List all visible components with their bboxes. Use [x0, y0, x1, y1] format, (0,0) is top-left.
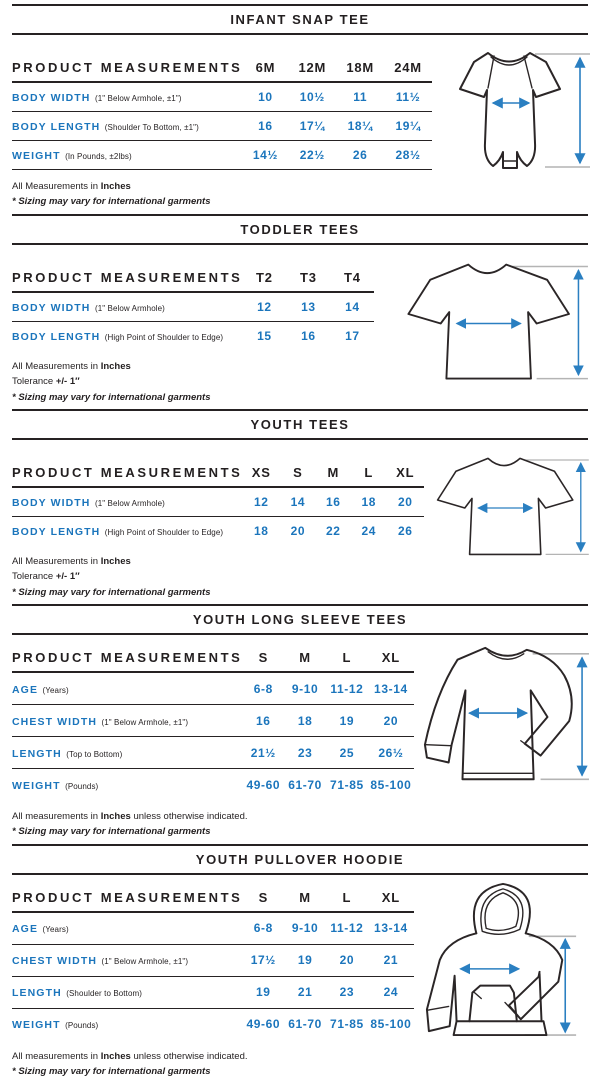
- note-measurements: All measurements in Inches unless otherwise indicated.: [12, 1050, 248, 1062]
- row-note: (Top to Bottom): [66, 749, 123, 759]
- measurement-value: 18¼: [347, 119, 373, 133]
- table-row-weight: [12, 1008, 414, 1040]
- left-cuff-line: [427, 1006, 449, 1010]
- row-label: WEIGHT: [12, 150, 61, 162]
- measurement-value: 85-100: [370, 1017, 412, 1032]
- row-note: (High Point of Shoulder to Edge): [104, 332, 224, 342]
- row-note: (In Pounds, ±2lbs): [65, 152, 132, 161]
- measurement-value: 20: [339, 953, 355, 968]
- section-title-band: [12, 214, 588, 245]
- row-note: (Shoulder To Bottom, ±1"): [104, 123, 199, 132]
- row-note: (1" Below Armhole, ±1"): [101, 717, 189, 727]
- measurement-value: 10½: [299, 90, 325, 104]
- measurement-value: 24: [361, 523, 377, 538]
- section-title: YOUTH LONG SLEEVE TEES: [192, 612, 408, 627]
- measurement-value: 11-12: [330, 681, 364, 696]
- measurement-value: 11-12: [330, 921, 364, 936]
- measurement-value: 13-14: [374, 681, 408, 696]
- pocket-hand-opening: [473, 991, 481, 998]
- row-label: LENGTH: [12, 987, 62, 1000]
- onesie-illustration: [432, 35, 592, 188]
- measurement-value: 26: [352, 148, 368, 162]
- note-sizing: * Sizing may vary for international garments: [12, 586, 211, 598]
- row-note: (Years): [42, 925, 69, 935]
- body-right-edge: [540, 974, 542, 1021]
- measurement-value: 22: [326, 523, 341, 538]
- table-header-row: [12, 57, 432, 82]
- measurement-value: 13: [301, 299, 316, 314]
- tee-illustration: [392, 245, 592, 395]
- measurement-value: 12: [253, 494, 269, 509]
- note-measurements: All Measurements in Inches: [12, 181, 131, 192]
- table-row-length: [12, 976, 414, 1008]
- row-label: AGE: [12, 683, 39, 696]
- measurement-value: 23: [297, 745, 313, 760]
- measurement-value: 17½: [250, 953, 276, 968]
- table-row-chest-width: [12, 705, 414, 737]
- size-column-header: L: [342, 650, 352, 665]
- size-column-header: 12M: [298, 60, 327, 75]
- table-header-label: PRODUCT MEASUREMENTS: [12, 650, 243, 665]
- measurement-value: 17¼: [299, 119, 325, 133]
- size-column-header: T2: [256, 269, 273, 285]
- section-title: TODDLER TEES: [240, 221, 360, 237]
- size-column-header: T4: [344, 269, 361, 285]
- measurement-value: 20: [397, 494, 413, 509]
- size-column-header: L: [364, 464, 374, 480]
- table-header-row: [12, 647, 414, 672]
- note-measurements: All measurements in Inches unless otherwise indicated.: [12, 811, 248, 822]
- row-note: (Years): [42, 685, 69, 695]
- row-label: BODY WIDTH: [12, 301, 91, 314]
- note-measurements: All Measurements in Inches: [12, 555, 131, 567]
- hood-opening-inner: [485, 893, 518, 931]
- measurements-table: [12, 887, 414, 1040]
- measurements-table: [12, 647, 414, 800]
- table-row-body-width: [12, 292, 374, 322]
- measurement-value: 16: [326, 494, 341, 509]
- measurements-table: [12, 267, 374, 350]
- section-youth-tees: [0, 409, 600, 600]
- size-column-header: XL: [381, 650, 400, 665]
- size-column-header: 6M: [255, 60, 276, 75]
- size-column-header: S: [258, 889, 269, 905]
- table-row-body-length: [12, 112, 432, 141]
- row-note: (1" Below Armhole, ±1"): [94, 94, 182, 103]
- table-header-label: PRODUCT MEASUREMENTS: [12, 60, 243, 75]
- row-label: WEIGHT: [12, 779, 61, 792]
- onesie-outline: [460, 53, 560, 168]
- row-label: BODY LENGTH: [12, 525, 101, 538]
- measurement-value: 26½: [378, 745, 404, 760]
- hood-opening: [481, 889, 523, 935]
- measurement-value: 16: [256, 713, 271, 728]
- row-label: BODY WIDTH: [12, 496, 91, 509]
- size-column-header: T3: [300, 269, 317, 285]
- row-label: BODY LENGTH: [12, 330, 101, 343]
- tee-outline: [438, 458, 573, 554]
- row-label: WEIGHT: [12, 1019, 61, 1032]
- table-row-body-width: [12, 82, 432, 112]
- table-header-row: [12, 267, 374, 292]
- measurement-value: 14½: [252, 148, 278, 162]
- measurement-value: 20: [290, 523, 306, 538]
- measurement-value: 6-8: [253, 681, 273, 696]
- measurement-value: 14: [345, 299, 360, 314]
- measurement-value: 9-10: [291, 921, 319, 936]
- measurement-value: 49-60: [246, 1017, 281, 1032]
- measurement-value: 22½: [299, 148, 325, 162]
- long-sleeve-tee-illustration: [414, 635, 592, 809]
- measurement-value: 14: [290, 494, 306, 509]
- measurement-value: 21: [297, 985, 313, 1000]
- row-label: AGE: [12, 923, 39, 936]
- measurement-value: 25: [339, 745, 355, 760]
- row-note: (Shoulder to Bottom): [66, 989, 143, 999]
- note-sizing: * Sizing may vary for international garments: [12, 1066, 211, 1078]
- row-label: CHEST WIDTH: [12, 715, 98, 728]
- table-header-row: [12, 887, 414, 912]
- row-note: (1" Below Armhole): [94, 303, 165, 313]
- measurement-value: 10: [258, 90, 273, 104]
- section-youth-pullover-hoodie: [0, 844, 600, 1080]
- measurement-value: 21: [383, 953, 399, 968]
- note-tolerance: Tolerance +/- 1″: [12, 571, 80, 583]
- size-column-header: 18M: [346, 60, 375, 75]
- row-label: BODY LENGTH: [12, 121, 101, 133]
- row-note: (High Point of Shoulder to Edge): [104, 527, 224, 537]
- table-row-chest-width: [12, 944, 414, 976]
- measurement-value: 19¼: [395, 119, 421, 133]
- measurement-value: 71-85: [330, 777, 364, 792]
- table-header-row: [12, 462, 424, 487]
- note-sizing: * Sizing may vary for international garments: [12, 391, 211, 403]
- table-row-weight: [12, 141, 432, 170]
- measurement-value: 11: [353, 90, 368, 104]
- section-title-band: [12, 844, 588, 875]
- measurement-value: 19: [256, 985, 271, 1000]
- measurement-value: 11½: [395, 90, 421, 104]
- section-title: INFANT SNAP TEE: [230, 12, 370, 27]
- size-column-header: M: [299, 889, 311, 905]
- row-note: (1" Below Armhole, ±1"): [101, 957, 189, 967]
- measurement-value: 19: [297, 953, 313, 968]
- measurement-value: 18: [253, 523, 269, 538]
- measurements-table: [12, 462, 424, 545]
- section-toddler-tees: [0, 214, 600, 405]
- table-row-age: [12, 912, 414, 945]
- measurement-value: 15: [257, 328, 272, 343]
- tee-outline: [408, 264, 569, 378]
- measurement-value: 26: [397, 523, 413, 538]
- measurement-value: 17: [345, 328, 360, 343]
- measurement-value: 12: [257, 299, 272, 314]
- section-title: YOUTH TEES: [250, 416, 350, 432]
- table-row-age: [12, 672, 414, 705]
- size-column-header: S: [293, 464, 303, 480]
- measurement-value: 19: [339, 713, 355, 728]
- section-infant-snap-tee: [0, 4, 600, 210]
- row-label: BODY WIDTH: [12, 92, 91, 104]
- table-header-label: PRODUCT MEASUREMENTS: [12, 889, 243, 905]
- section-title-band: [12, 604, 588, 635]
- size-column-header: 24M: [394, 60, 422, 75]
- size-column-header: XL: [396, 464, 415, 480]
- note-sizing: * Sizing may vary for international garments: [12, 826, 211, 838]
- section-youth-long-sleeve-tees: [0, 604, 600, 840]
- measurement-value: 18: [361, 494, 377, 509]
- table-header-label: PRODUCT MEASUREMENTS: [12, 269, 243, 285]
- row-label: LENGTH: [12, 747, 62, 760]
- size-column-header: L: [342, 889, 352, 905]
- measurement-value: 18: [297, 713, 313, 728]
- measurement-value: 24: [383, 985, 399, 1000]
- table-row-length: [12, 737, 414, 769]
- size-column-header: XL: [381, 889, 400, 905]
- size-column-header: S: [258, 650, 269, 665]
- size-column-header: M: [299, 650, 311, 665]
- size-column-header: M: [327, 464, 340, 480]
- measurement-value: 16: [301, 328, 316, 343]
- table-row-weight: [12, 769, 414, 801]
- measurement-value: 28½: [395, 148, 421, 162]
- measurement-value: 13-14: [374, 921, 408, 936]
- note-measurements: All Measurements in Inches: [12, 360, 131, 372]
- measurement-value: 61-70: [288, 1017, 322, 1032]
- measurement-value: 9-10: [291, 681, 319, 696]
- waistband: [454, 1021, 547, 1035]
- section-title: YOUTH PULLOVER HOODIE: [195, 851, 405, 867]
- table-row-body-length: [12, 321, 374, 350]
- measurements-table: [12, 57, 432, 170]
- left-cuff-line: [426, 745, 451, 746]
- section-title-band: [12, 4, 588, 35]
- note-tolerance: Tolerance +/- 1″: [12, 376, 80, 388]
- measurement-value: 6-8: [253, 921, 273, 936]
- section-title-band: [12, 409, 588, 440]
- hoodie-illustration: [414, 875, 592, 1045]
- table-row-body-length: [12, 516, 424, 545]
- right-sleeve-outline: [509, 933, 562, 1019]
- measurement-value: 85-100: [370, 777, 412, 792]
- measurement-value: 21½: [250, 745, 276, 760]
- row-note: (Pounds): [65, 1021, 99, 1031]
- table-header-label: PRODUCT MEASUREMENTS: [12, 464, 243, 480]
- table-row-body-width: [12, 487, 424, 517]
- measurement-value: 23: [339, 985, 355, 1000]
- tee-illustration: [424, 440, 592, 569]
- size-column-header: XS: [251, 464, 271, 480]
- measurement-value: 61-70: [288, 777, 322, 792]
- row-note: (1" Below Armhole): [94, 498, 165, 508]
- row-label: CHEST WIDTH: [12, 955, 98, 968]
- measurement-value: 49-60: [246, 777, 281, 792]
- measurement-value: 16: [258, 119, 273, 133]
- measurement-value: 71-85: [330, 1017, 364, 1032]
- measurement-value: 20: [383, 713, 399, 728]
- note-sizing: * Sizing may vary for international garments: [12, 196, 211, 208]
- row-note: (Pounds): [65, 781, 99, 791]
